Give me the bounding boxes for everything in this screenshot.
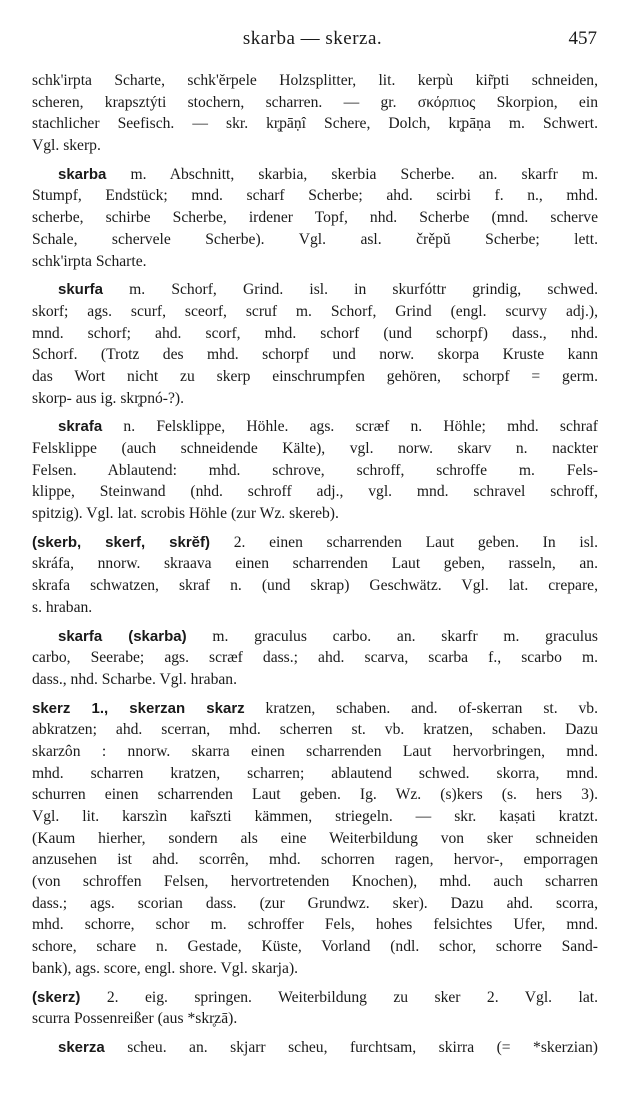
headword: skarfa (skarba) — [58, 627, 187, 645]
text-line: Schale, schervele Scherbe). Vgl. asl. črěpŭ Scherbe; lett. — [32, 230, 598, 248]
text-line: m. Abschnitt, skarbia, skerbia Scherbe. an. skarfr m. — [130, 165, 598, 183]
text-line: scherbe, schirbe Scherbe, irdener Topf, nhd. Scherbe (mnd. scherve — [32, 209, 598, 227]
entry-skerz-2 — [32, 987, 598, 1030]
text-line: (von schroffen Felsen, hervortretenden Knochen), mhd. auch scharren — [32, 873, 598, 891]
text-line: schk'irpta Scharte, schk'ĕrpele Holzsplitter, lit. kerpù kir̃pti schneiden, — [32, 72, 598, 89]
text-line: m. Schorf, Grind. isl. in skurfóttr grindig, schwed. — [129, 281, 598, 299]
body-text — [32, 70, 598, 1059]
text-line: stachlicher Seefisch. — skr. kr̥pāṇî Schere, Dolch, kr̥pāṇa m. Schwert. — [32, 115, 598, 133]
page-title: skarba — skerza. — [242, 28, 383, 49]
headword: skrafa — [58, 418, 103, 436]
text-line: skráfa, nnorw. skraava einen scharrenden Laut geben, rasseln, an. — [32, 555, 598, 573]
text-line: spitzig). Vgl. lat. scrobis Höhle (zur Wz. skereb). — [32, 505, 339, 523]
text-line: klippe, Steinwand (nhd. schroff adj., vgl. mnd. schravel schroff, — [32, 483, 598, 501]
entry-first-line — [32, 164, 598, 186]
entry-skerb — [32, 532, 598, 619]
text-line: scheren, krapsztýti stochern, scharren. — gr. σκόρπιος Skorpion, ein — [32, 93, 598, 111]
text-line: n. Felsklippe, Höhle. ags. scræf n. Höhle; mhd. schraf — [123, 418, 598, 436]
text-line: schurren einen scharrenden Laut geben. Ig. Wz. (s)kers (s. hers 3). — [32, 786, 598, 804]
text-line: m. graculus carbo. an. skarfr m. graculus — [212, 627, 598, 645]
headword: skerza — [58, 1038, 105, 1056]
entry-first-line — [32, 279, 598, 301]
text-line: abkratzen; ahd. scerran, mhd. scherren st. vb. kratzen, schaben. Dazu — [32, 721, 598, 739]
text-line: Vgl. lit. karszìn kar̃szti kämmen, striegeln. — skr. kaṣati kratzt. — [32, 808, 598, 825]
entry-skerza — [32, 1037, 598, 1059]
text-line: kratzen, schaben. and. of-skerran st. vb. — [265, 699, 598, 717]
text-line: s. hraban. — [32, 598, 93, 616]
headword: skarba — [58, 165, 107, 183]
text-line: skorf; ags. scurf, sceorf, scruf m. Schorf, Grind (engl. scurvy adj.), — [32, 302, 598, 320]
text-line: scheu. an. skjarr scheu, furchtsam, skirra (= *skerzian) — [127, 1038, 598, 1056]
text-line: Schorf. (Trotz des mhd. schorpf und norw. skorpa Kruste kann — [32, 346, 598, 364]
entry-first-line — [32, 698, 598, 720]
text-line: Stumpf, Endstück; mnd. scharf Scherbe; ahd. scirbi f. n., mhd. — [32, 187, 598, 205]
text-line: Vgl. skerp. — [32, 137, 101, 155]
entry-skarba — [32, 164, 598, 272]
text-line: mhd. schorre, schor m. schroffer Fels, hohes felsichtes Ufer, mnd. — [32, 916, 598, 934]
text-line: carbo, Seerabe; ags. scræf dass.; ahd. scarva, scarba f., scarbo m. — [32, 649, 598, 667]
entry-skurfa — [32, 279, 598, 409]
text-line: skorp- aus ig. skr̥pnó-?). — [32, 389, 185, 407]
headword: (skerz) — [32, 988, 81, 1006]
text-line: mhd. scharren kratzen, scharren; ablautend schwed. skorra, mnd. — [32, 764, 598, 782]
text-line: mnd. schorf; ahd. scorf, mhd. schorf (und schorpf) dass., nhd. — [32, 324, 598, 342]
text-line: schore, schare n. Gestade, Küste, Vorland (ndl. schor, schorre Sand- — [32, 938, 598, 956]
text-line: Felsen. Ablautend: mhd. schrove, schroff, schroffe m. Fels- — [32, 461, 598, 479]
entry-continuation — [32, 70, 598, 157]
text-line: Felsklippe (auch schneidende Kälte), vgl. norw. skarv n. nackter — [32, 440, 598, 457]
entry-first-line — [32, 626, 598, 648]
text-line: das Wort nicht zu skerp einschrumpfen gehören, schorpf = germ. — [32, 367, 598, 385]
text-line: (Kaum hierher, sondern als eine Weiterbildung von sker schneiden — [32, 829, 598, 847]
text-line: scurra Possenreißer (aus *skr̥zā). — [32, 1010, 238, 1028]
entry-first-line — [32, 416, 598, 438]
entry-skrafa — [32, 416, 598, 524]
text-line: dass., nhd. Scharbe. Vgl. hraban. — [32, 670, 237, 688]
text-line: dass.; ags. scorian dass. (zur Grundwz. sker). Dazu ahd. scorra, — [32, 894, 598, 912]
entry-skerz-1 — [32, 698, 598, 980]
text-line: skarzôn : nnorw. skarra einen scharrenden Laut hervorbringen, mnd. — [32, 742, 598, 760]
page-number: 457 — [568, 28, 597, 49]
headword: (skerb, skerf, skrĕf) — [32, 533, 210, 551]
entry-first-line — [32, 1037, 598, 1059]
text-line: anzusehen ist ahd. scorrên, mhd. schorren ragen, hervor-, emporragen — [32, 851, 598, 869]
headword: skerz 1., skerzan skarz — [32, 699, 245, 717]
text-line: skrafa schwatzen, skraf n. (und skrap) Geschwätz. Vgl. lat. crepare, — [32, 577, 598, 595]
text-line: 2. einen scharrenden Laut geben. In isl. — [233, 533, 598, 551]
entry-skarfa — [32, 626, 598, 691]
entry-first-line — [32, 987, 598, 1009]
text-line: bank), ags. score, engl. shore. Vgl. skarja). — [32, 959, 299, 977]
entry-first-line — [32, 532, 598, 554]
text-line: schk'irpta Scharte. — [32, 252, 147, 270]
running-head — [0, 28, 625, 52]
text-line: 2. eig. springen. Weiterbildung zu sker 2. Vgl. lat. — [106, 988, 598, 1006]
headword: skurfa — [58, 281, 104, 299]
